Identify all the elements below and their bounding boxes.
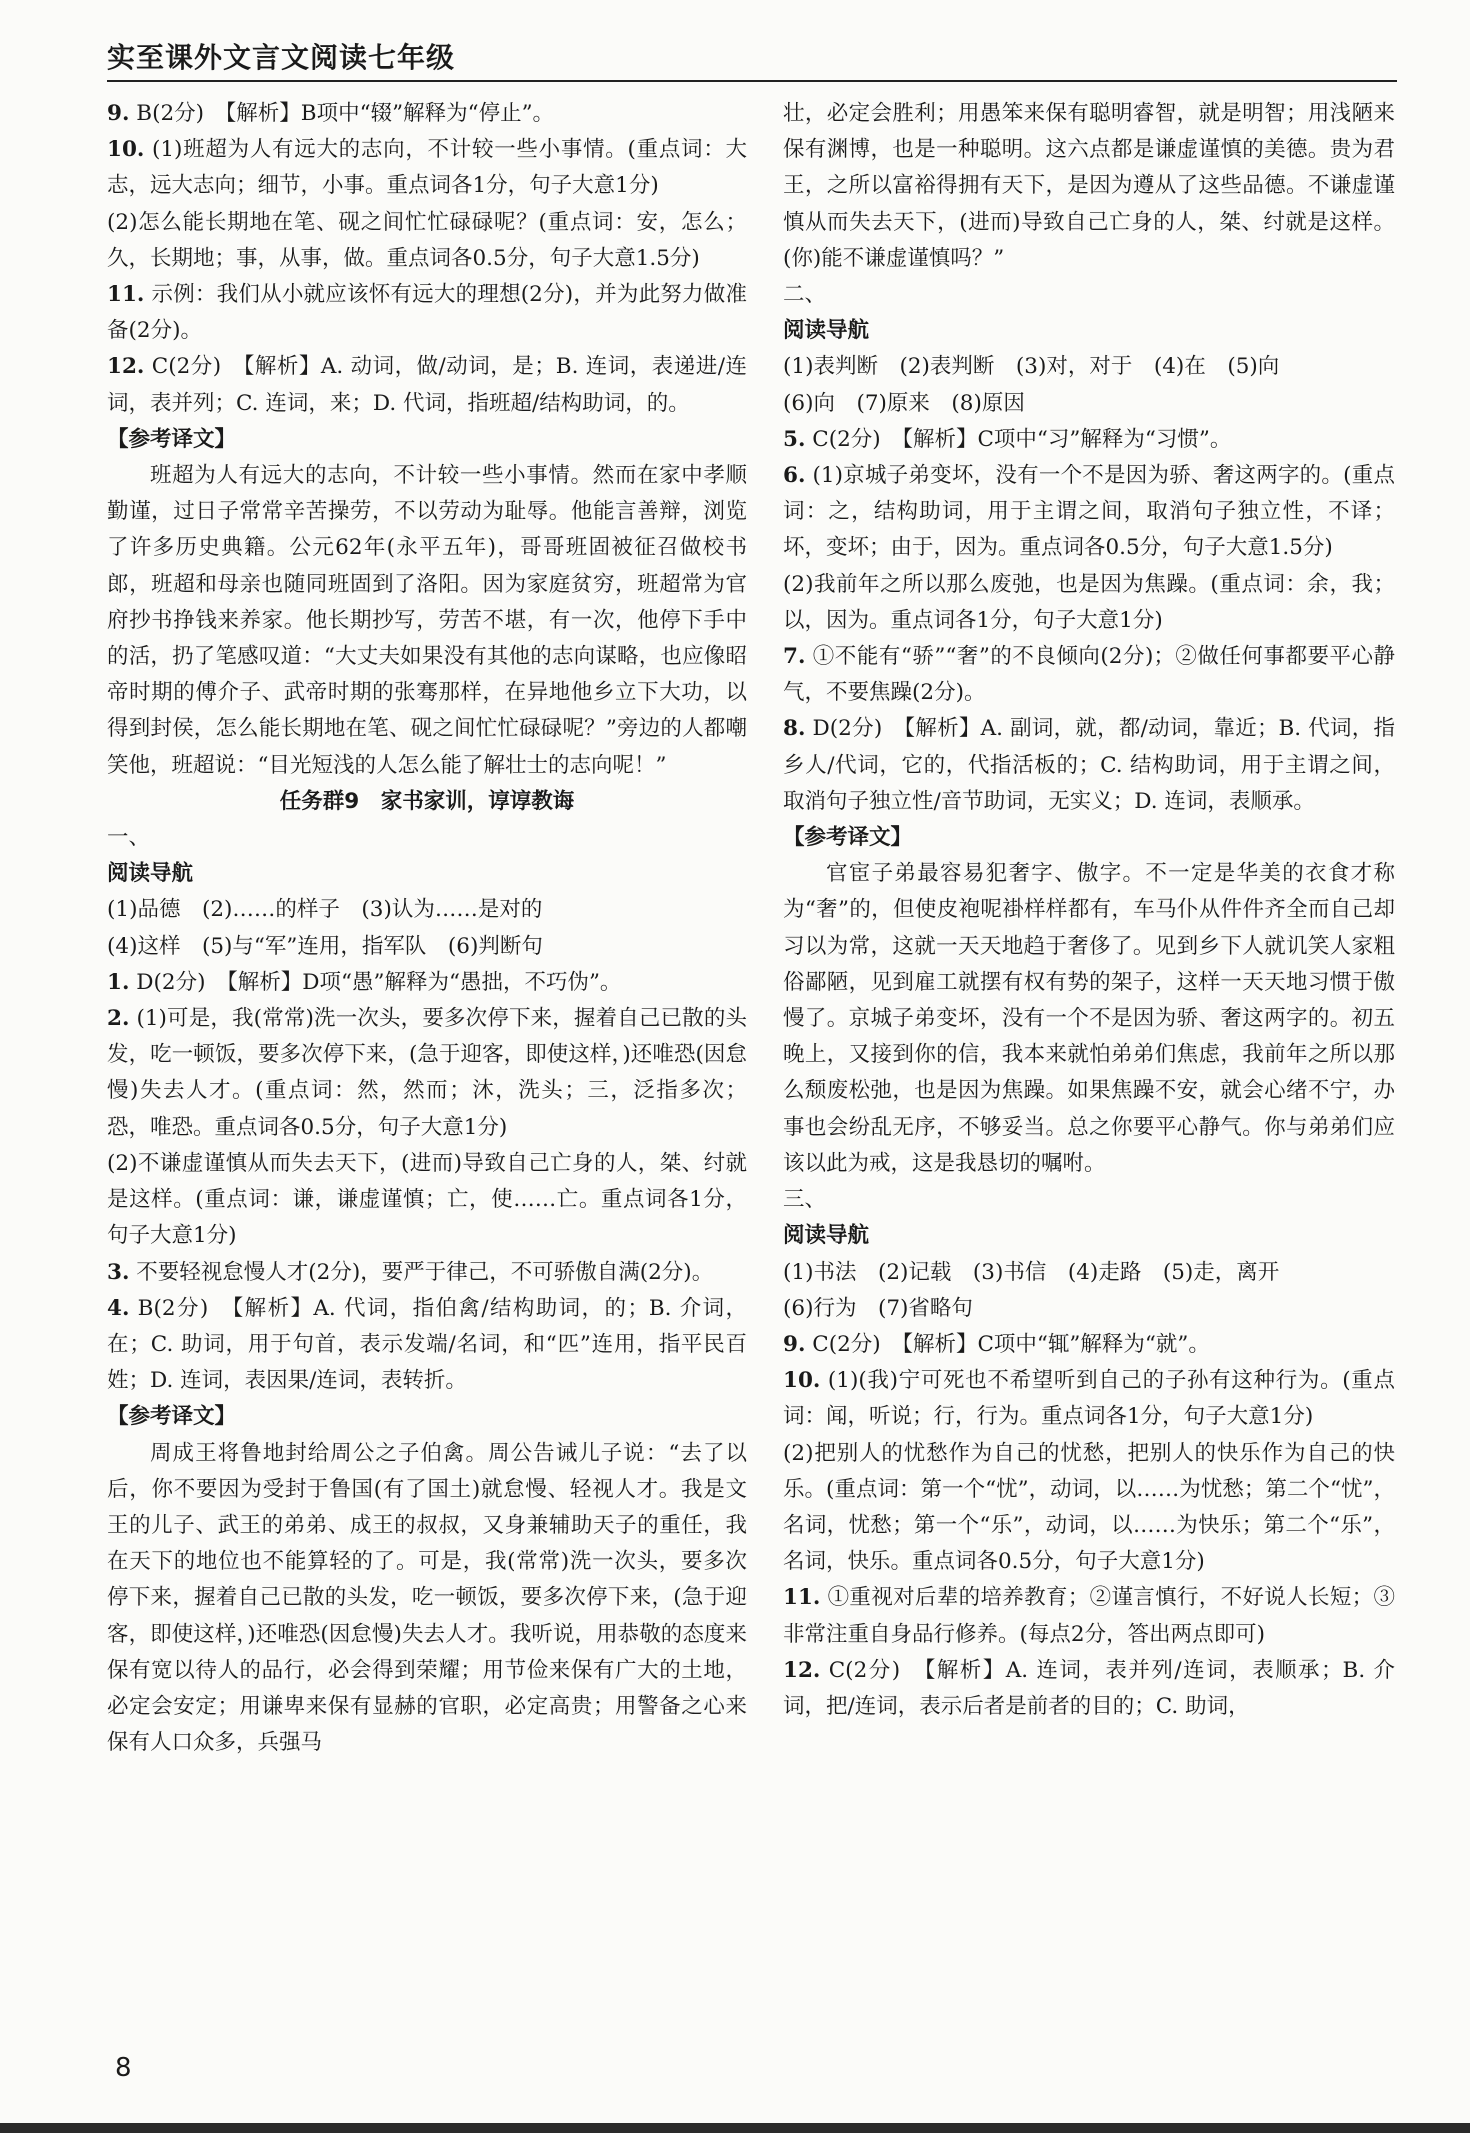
paragraph [107, 856, 747, 892]
paragraph [783, 1291, 1395, 1327]
paragraph [783, 856, 1395, 1182]
paragraph-text: (6)行为 (7)省略句 [783, 1295, 973, 1321]
paragraph [783, 1182, 1395, 1218]
paragraph-text: (6)向 (7)原来 (8)原因 [783, 390, 1025, 416]
paragraph-text: 示例：我们从小就应该怀有远大的理想(2分)，并为此努力做准备(2分)。 [107, 282, 747, 344]
paragraph-text: 壮，必定会胜利；用愚笨来保有聪明睿智，就是明智；用浅陋来保有渊博，也是一种聪明。这六点都是谦虚谨慎的美德。贵为君王，之所以富裕得拥有天下，是因为遵从了这些品德。不谦虚谨慎从而失去天下，(进而)导致自己亡身的人，桀、纣就是这样。(你)能不谦虚谨慎吗？” [783, 101, 1395, 271]
paragraph-text: (1)可是，我(常常)洗一次头，要多次停下来，握着自己已散的头发，吃一顿饭，要多次停下来，(急于迎客，即使这样，)还唯恐(因怠慢)失去人才。(重点词：然，然而；沐，洗头；三，泛指多次；恐，唯恐。重点词各0.5分，句子大意1分) [107, 1006, 747, 1140]
paragraph-text: (1)(我)宁可死也不希望听到自己的子孙有这种行为。(重点词：闻，听说；行，行为。重点词各1分，句子大意1分) [783, 1368, 1395, 1430]
page-header [107, 40, 1397, 82]
paragraph [783, 1218, 1395, 1254]
paragraph [783, 386, 1395, 422]
question-number: 5. [783, 426, 806, 452]
paragraph-text: 周成王将鲁地封给周公之子伯禽。周公告诫儿子说：“去了以后，你不要因为受封于鲁国(有了国土)就怠慢、轻视人才。我是文王的儿子、武王的弟弟、成王的叔叔，又身兼辅助天子的重任，我在天下的地位也不能算轻的了。可是，我(常常)洗一次头，要多次停下来，握着自己已散的头发，吃一顿饭，要多次停下来，(急于迎客，即使这样，)还唯恐(因怠慢)失去人才。我听说，用恭敬的态度来保有宽以待人的品行，必会得到荣耀；用节俭来保有广大的土地，必定会安定；用谦卑来保有显赫的官职，必定高贵；用警备之心来保有人口众多，兵强马 [107, 1440, 747, 1756]
paragraph [107, 1146, 747, 1255]
paragraph-text: 班超为人有远大的志向，不计较一些小事情。然而在家中孝顺勤谨，过日子常常辛苦操劳，不以劳动为耻辱。他能言善辩，浏览了许多历史典籍。公元62年(永平五年)，哥哥班固被征召做校书郎，班超和母亲也随同班固到了洛阳。因为家庭贫穷，班超常为官府抄书挣钱来养家。他长期抄写，劳苦不堪，有一次，他停下手中的活，扔了笔感叹道：“大丈夫如果没有其他的志向谋略，也应像昭帝时期的傅介子、武帝时期的张骞那样，在异地他乡立下大功，以得到封侯，怎么能长期地在笔、砚之间忙忙碌碌呢？”旁边的人都嘲笑他，班超说：“目光短浅的人怎么能了解壮士的志向呢！” [107, 463, 747, 778]
paragraph [783, 1580, 1395, 1652]
paragraph [107, 277, 747, 349]
paragraph [107, 132, 747, 204]
right-column [783, 96, 1395, 1725]
paragraph [107, 458, 747, 784]
paragraph-text: 一、 [107, 825, 151, 851]
question-number: 12. [783, 1657, 821, 1683]
paragraph-text: D(2分) 【解析】D项“愚”解释为“愚拙，不巧伪”。 [129, 969, 622, 995]
paragraph [783, 458, 1395, 567]
paragraph-text: (1)班超为人有远大的志向，不计较一些小事情。(重点词：大志，远大志向；细节，小事。重点词各1分，句子大意1分) [107, 137, 747, 199]
paragraph [107, 96, 747, 132]
paragraph-text: C(2分) 【解析】A. 动词，做/动词，是；B. 连词，表递进/连词，表并列；C. 连词，来；D. 代词，指班超/结构助词，的。 [107, 354, 747, 416]
paragraph [783, 1436, 1395, 1581]
paragraph [107, 965, 747, 1001]
paragraph-text: C(2分) 【解析】A. 连词，表并列/连词，表顺承；B. 介词，把/连词，表示后者是前者的目的；C. 助词， [783, 1657, 1395, 1719]
book-title: 实至课外文言文阅读七年级 [107, 41, 456, 74]
paragraph [107, 1255, 747, 1291]
paragraph-text: 阅读导航 [783, 318, 870, 344]
question-number: 4. [107, 1295, 130, 1321]
paragraph [783, 1363, 1395, 1435]
paragraph-text: 任务群9 家书家训，谆谆教诲 [279, 788, 575, 814]
paragraph-text: B(2分) 【解析】B项中“辍”解释为“停止”。 [129, 101, 555, 126]
paragraph-text: 三、 [783, 1187, 827, 1213]
paragraph-text: (1)京城子弟变坏，没有一个不是因为骄、奢这两字的。(重点词：之，结构助词，用于主谓之间，取消句子独立性，不译；坏，变坏；由于，因为。重点词各0.5分，句子大意1.5分) [783, 463, 1395, 561]
paragraph-text: 不要轻视怠慢人才(2分)，要严于律己，不可骄傲自满(2分)。 [129, 1259, 714, 1285]
paragraph-text: ①重视对后辈的培养教育；②谨言慎行，不好说人长短；③非常注重自身品行修养。(每点2分，答出两点即可) [783, 1585, 1395, 1647]
paragraph [783, 711, 1395, 820]
question-number: 11. [107, 282, 145, 308]
paragraph-text: 【参考译文】 [783, 825, 913, 851]
paragraph [783, 422, 1395, 458]
paragraph-text: D(2分) 【解析】A. 副词，就，都/动词，靠近；B. 代词，指乡人/代词，它的，代指活板的；C. 结构助词，用于主谓之间，取消句子独立性/音节助词，无实义；D. 连词，表顺承。 [783, 716, 1395, 814]
paragraph-text: 二、 [783, 282, 827, 308]
paragraph [107, 205, 747, 277]
question-number: 6. [783, 463, 806, 489]
paragraph [107, 820, 747, 856]
paragraph [783, 349, 1395, 385]
paragraph-text: (2)不谦虚谨慎从而失去天下，(进而)导致自己亡身的人，桀、纣就是这样。(重点词：谦，谦虚谨慎；亡，使……亡。重点词各1分，句子大意1分) [107, 1150, 747, 1249]
paragraph [783, 96, 1395, 277]
paragraph [783, 1653, 1395, 1725]
paragraph [783, 567, 1395, 639]
question-number: 9. [107, 101, 130, 126]
paragraph-text: (2)我前年之所以那么废弛，也是因为焦躁。(重点词：余，我；以，因为。重点词各1分，句子大意1分) [783, 571, 1395, 633]
left-column [107, 96, 747, 1761]
paragraph [107, 1399, 747, 1435]
paragraph [107, 784, 747, 820]
paragraph [107, 349, 747, 421]
page-number: 8 [115, 2053, 132, 2083]
paragraph-text: B(2分) 【解析】A. 代词，指伯禽/结构助词，的；B. 介词，在；C. 助词，用于句首，表示发端/名词，和“匹”连用，指平民百姓；D. 连词，表因果/连词，表转折。 [107, 1295, 747, 1394]
paragraph [107, 892, 747, 928]
paragraph-text: 阅读导航 [107, 861, 194, 887]
paragraph-text: 官宦子弟最容易犯奢字、傲字。不一定是华美的衣食才称为“奢”的，但使皮袍呢褂样样都有，车马仆从件件齐全而自己却习以为常，这就一天天地趋于奢侈了。见到乡下人就讥笑人家粗俗鄙陋，见到雇工就摆有权有势的架子，这样一天天地习惯于傲慢了。京城子弟变坏，没有一个不是因为骄、奢这两字的。初五晚上，又接到你的信，我本来就怕弟弟们焦虑，我前年之所以那么颓废松弛，也是因为焦躁。如果焦躁不安，就会心绪不宁，办事也会纷乱无序，不够妥当。总之你要平心静气。你与弟弟们应该以此为戒，这是我恳切的嘱咐。 [783, 861, 1395, 1176]
question-number: 11. [783, 1585, 821, 1611]
question-number: 2. [107, 1006, 130, 1032]
paragraph [783, 313, 1395, 349]
question-number: 7. [783, 644, 806, 670]
paragraph [107, 1291, 747, 1400]
bottom-bar [0, 2123, 1470, 2133]
paragraph [783, 1327, 1395, 1363]
question-number: 10. [107, 137, 145, 163]
paragraph-text: (1)书法 (2)记载 (3)书信 (4)走路 (5)走，离开 [783, 1259, 1280, 1285]
paragraph-text: 【参考译文】 [107, 426, 237, 452]
paragraph [783, 1255, 1395, 1291]
paragraph-text: 【参考译文】 [107, 1404, 237, 1430]
paragraph [107, 1001, 747, 1146]
question-number: 12. [107, 354, 145, 380]
question-number: 1. [107, 969, 130, 995]
paragraph-text: (2)怎么能长期地在笔、砚之间忙忙碌碌呢？(重点词：安，怎么；久，长期地；事，从事，做。重点词各0.5分，句子大意1.5分) [107, 209, 747, 271]
paragraph [107, 422, 747, 458]
paragraph-text: (4)这样 (5)与“军”连用，指军队 (6)判断句 [107, 933, 543, 959]
paragraph [783, 639, 1395, 711]
question-number: 9. [783, 1331, 806, 1357]
paragraph-text: C(2分) 【解析】C项中“辄”解释为“就”。 [805, 1331, 1210, 1357]
paragraph [783, 277, 1395, 313]
paragraph-text: (1)表判断 (2)表判断 (3)对，对于 (4)在 (5)向 [783, 354, 1280, 380]
paragraph [783, 820, 1395, 856]
question-number: 10. [783, 1368, 821, 1394]
paragraph-text: C(2分) 【解析】C项中“习”解释为“习惯”。 [805, 426, 1232, 452]
paragraph-text: ①不能有“骄”“奢”的不良倾向(2分)；②做任何事都要平心静气，不要焦躁(2分)。 [783, 644, 1395, 706]
paragraph-text: (2)把别人的忧愁作为自己的忧愁，把别人的快乐作为自己的快乐。(重点词：第一个“忧”，动词，以……为忧愁；第二个“忧”，名词，忧愁；第一个“乐”，动词，以……为快乐；第二个“乐”，名词，快乐。重点词各0.5分，句子大意1分) [783, 1440, 1395, 1575]
paragraph [107, 929, 747, 965]
paragraph [107, 1436, 747, 1762]
paragraph-text: 阅读导航 [783, 1223, 870, 1249]
question-number: 3. [107, 1259, 130, 1285]
question-number: 8. [783, 716, 806, 742]
paragraph-text: (1)品德 (2)……的样子 (3)认为……是对的 [107, 897, 543, 923]
